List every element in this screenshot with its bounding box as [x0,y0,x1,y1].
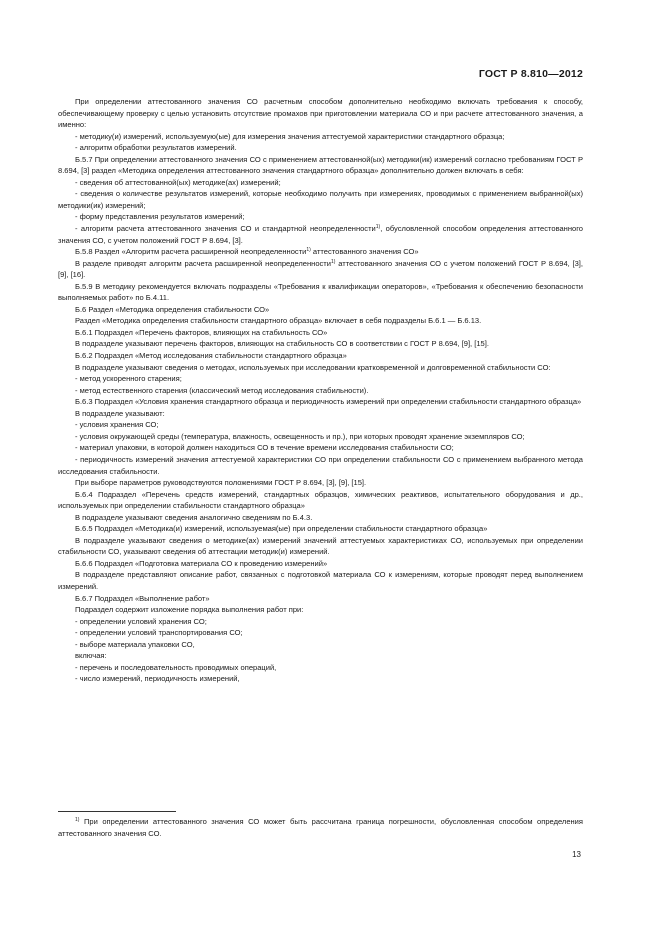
paragraph-text: - перечень и последовательность проводимых операций, [75,662,277,672]
paragraph-text: Б.6.7 Подраздел «Выполнение работ» [75,593,210,603]
paragraph [58,408,583,420]
paragraph-text: - условия хранения СО; [75,420,159,430]
paragraph [58,512,583,524]
footnote [58,816,583,839]
list-item [58,662,583,674]
paragraph-text: Б.6.3 Подраздел «Условия хранения стандартного образца и периодичность измерений при определении стабильности стандартного образца» [75,397,582,407]
paragraph-text: Б.6.1 Подраздел «Перечень факторов, влияющих на стабильность СО» [75,327,328,337]
paragraph-text: Подраздел содержит изложение порядка выполнения работ при: [75,605,304,615]
paragraph-text: включая: [75,651,107,661]
list-item [58,373,583,385]
paragraph-text: - материал упаковки, в которой должен находиться СО в течение времени исследования стабильности СО; [75,443,454,453]
list-item [58,131,583,143]
footnote-body: При определении аттестованного значения СО может быть рассчитана граница погрешности, обусловленная способом определения аттестованного значения СО. [58,817,583,838]
paragraph [58,489,583,512]
list-item [58,142,583,154]
paragraph-text: - сведения о количестве результатов измерений, которые необходимо получить при измерениях, проводимых с применением выбранной(ых) методики(ик) измерений; [58,189,583,210]
list-item [58,673,583,685]
paragraph-text: - сведения об аттестованной(ых) методике(ах) измерений; [75,177,281,187]
list-item [58,419,583,431]
paragraph-text: - периодичность измерений значения аттестуемой характеристики СО при определении стабильности СО с применением выбранного метода исследования стабильности. [58,454,583,476]
footnote-text [58,816,583,839]
paragraph-text: Б.6.6 Подраздел «Подготовка материала СО к проведению измерений» [75,558,328,568]
paragraph [58,281,583,304]
paragraph [58,338,583,350]
paragraph-text: Б.6.5 Подраздел «Методика(и) измерений, используемая(ые) при определении стабильности стандартного образца» [75,524,488,534]
paragraph [58,604,583,616]
paragraph-text: Б.5.8 Раздел «Алгоритм расчета расширенной неопределенности [75,247,307,257]
paragraph-text-continued: аттестованного значения СО с учетом положений ГОСТ Р 8.694, [3], [9], [16]. [58,258,583,280]
paragraph [58,315,583,327]
paragraph-text: - алгоритм расчета аттестованного значения СО и стандартной неопределенности [75,224,376,234]
paragraph-text: - форму представления результатов измерений; [75,212,245,222]
paragraph-text: - методику(и) измерений, используемую(ые) для измерения значения аттестуемой характеристики стандартного образца; [75,131,505,141]
paragraph-text: - число измерений, периодичность измерений, [75,674,240,684]
footnote-ref: 1) [306,247,311,254]
paragraph [58,593,583,605]
list-item [58,223,583,246]
list-item [58,627,583,639]
paragraph-text: В подразделе указывают перечень факторов, влияющих на стабильность СО в соответствии с ГОСТ Р 8.694, [9], [15]. [75,339,489,349]
paragraph-text: - выборе материала упаковки СО, [75,639,195,649]
paragraph-text-continued: , обусловленной способом определения аттестованного значения СО, с учетом положений ГОСТ Р 8.694, [3]. [58,224,584,245]
paragraph-text: При определении аттестованного значения СО расчетным способом дополнительно необходимо включать требования к способу, обеспечивающему проверку с целью установить отсутствие промахов при приготовлении материала СО и при расчете аттестованного значения, а именно: [58,97,583,130]
paragraph-text: Б.5.9 В методику рекомендуется включать подразделы «Требования к квалификации операторов», «Требования к обеспечению безопасности выполняемых работ» по Б.4.11. [58,281,583,303]
paragraph [58,304,583,316]
footnote-ref: 1) [330,258,336,265]
paragraph-text: - определении условий хранения СО; [75,616,207,626]
paragraph-text: В разделе приводят алгоритм расчета расширенной неопределенности [75,258,331,268]
paragraph-text: - условия окружающей среды (температура, влажность, освещенность и пр.), при которых проводят хранение экземпляров СО; [75,431,525,441]
list-item [58,639,583,651]
list-item [58,442,583,454]
paragraph [58,535,583,558]
paragraph-text: - метод естественного старения (классический метод исследования стабильности). [75,385,369,395]
paragraph-text: Б.6.2 Подраздел «Метод исследования стабильности стандартного образца» [75,351,347,361]
paragraph-text: В подразделе указывают: [75,408,165,418]
paragraph-text: В подразделе указывают сведения о методике(ах) измерений значений аттестуемых характеристиках СО, используемых при определении стабильности СО, указывают сведения об аттестации методик(и) измерений. [58,535,583,557]
paragraph [58,396,583,408]
paragraph-text: Б.6 Раздел «Методика определения стабильности СО» [75,304,270,314]
paragraph [58,258,583,281]
paragraph-text: - алгоритм обработки результатов измерений. [75,143,237,153]
paragraph-text-continued: аттестованного значения СО» [310,247,419,257]
paragraph-text: - определении условий транспортирования СО; [75,628,243,638]
list-item [58,385,583,397]
list-item [58,188,583,211]
paragraph-text: Б.6.4 Подраздел «Перечень средств измерений, стандартных образцов, химических реактивов, испытательного оборудования и др., используемых при определении стабильности стандартного образца» [58,489,583,511]
list-item [58,177,583,189]
footnote-mark: 1) [75,817,80,823]
list-item [58,616,583,628]
paragraph [58,350,583,362]
page-number: 13 [572,850,581,859]
footnote-separator [58,811,176,812]
paragraph [58,569,583,592]
list-item [58,431,583,443]
list-item [58,454,583,477]
list-item [58,650,583,662]
paragraph-text: При выборе параметров руководствуются положениями ГОСТ Р 8.694, [3], [9], [15]. [75,478,367,488]
list-item [58,211,583,223]
paragraph [58,96,583,131]
paragraph [58,523,583,535]
paragraph [58,362,583,374]
paragraph-text: Раздел «Методика определения стабильности стандартного образца» включает в себя подразделы Б.6.1 — Б.6.13. [75,316,482,326]
paragraph-text: В подразделе указывают сведения о методах, используемых при исследовании кратковременной и долговременной стабильности СО: [75,362,551,372]
paragraph-text: - метод ускоренного старения; [75,374,182,384]
footnote-ref: 1) [375,224,381,231]
paragraph [58,327,583,339]
main-text [58,96,583,685]
paragraph-text: В подразделе представляют описание работ, связанных с подготовкой материала СО к измерениям, которые проводят перед выполнением измерений. [58,570,583,591]
paragraph-text: В подразделе указывают сведения аналогично сведениям по Б.4.3. [75,512,313,522]
paragraph [58,246,583,258]
paragraph-text: Б.5.7 При определении аттестованного значения СО с применением аттестованной(ых) методики(ик) измерений согласно требованиям ГОСТ Р 8.694, [3] раздел «Методика определения аттестованного значения стандартного образца» дополнительно должен включать в себя: [58,154,583,176]
paragraph [58,558,583,570]
paragraph [58,154,583,177]
document-code: ГОСТ Р 8.810—2012 [478,68,583,80]
paragraph [58,477,583,489]
